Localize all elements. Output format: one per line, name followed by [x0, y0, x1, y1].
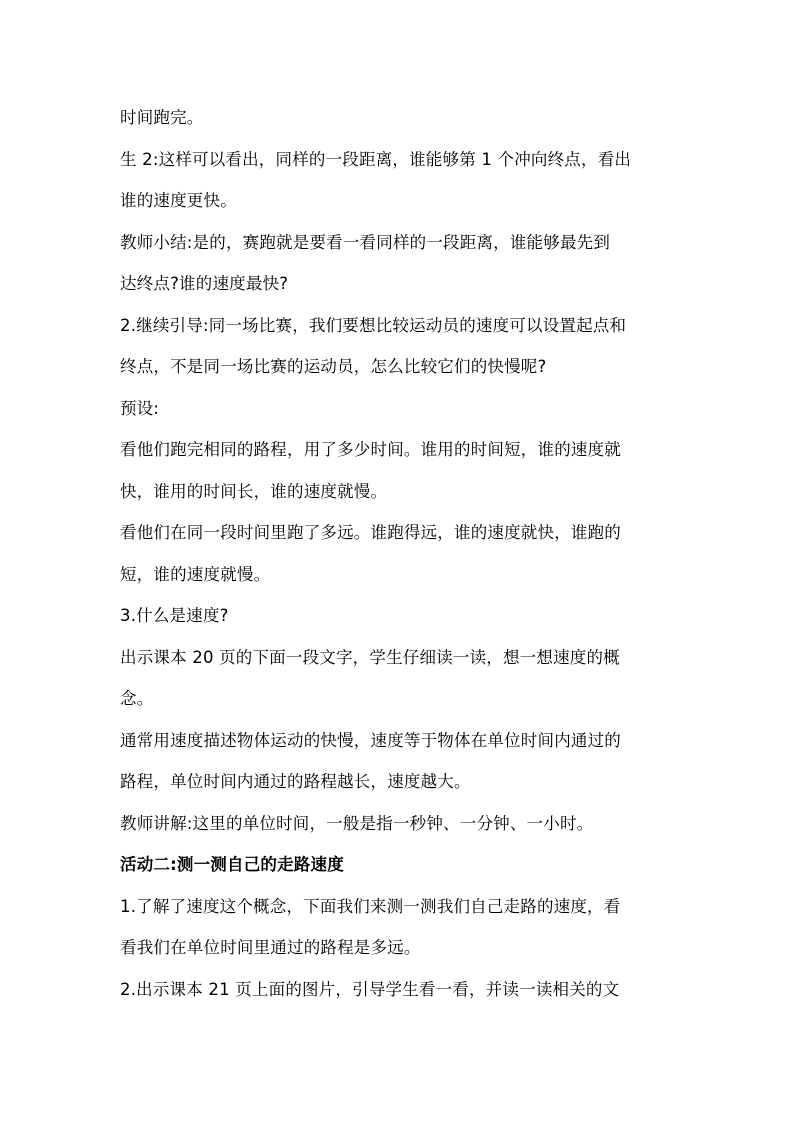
- text-line: 短，谁的速度就慢。: [120, 565, 271, 584]
- text-line: 预设:: [120, 399, 160, 418]
- text-line: 教师小结:是的，赛跑就是要看一看同样的一段距离，谁能够最先到: [120, 233, 611, 252]
- text-line: 看他们在同一段时间里跑了多远。谁跑得远，谁的速度就快，谁跑的: [120, 523, 621, 542]
- text-line: 快，谁用的时间长，谁的速度就慢。: [120, 482, 388, 501]
- text-line: 2.出示课本 21 页上面的图片，引导学生看一看，并读一读相关的文: [120, 980, 620, 999]
- text-line: 终点，不是同一场比赛的运动员，怎么比较它们的快慢呢?: [120, 357, 547, 376]
- text-line: 谁的速度更快。: [120, 191, 237, 210]
- text-line: 看我们在单位时间里通过的路程是多远。: [120, 938, 421, 957]
- text-line: 达终点?谁的速度最快?: [120, 274, 289, 293]
- text-line: 路程，单位时间内通过的路程越长，速度越大。: [120, 772, 471, 791]
- text-line: 3.什么是速度?: [120, 606, 229, 625]
- text-line: 看他们跑完相同的路程，用了多少时间。谁用的时间短，谁的速度就: [120, 440, 621, 459]
- text-line: 2.继续引导:同一场比赛，我们要想比较运动员的速度可以设置起点和: [120, 316, 627, 335]
- text-line: 教师讲解:这里的单位时间，一般是指一秒钟、一分钟、一小时。: [120, 814, 594, 833]
- text-line: 念。: [120, 689, 154, 708]
- text-line: 1.了解了速度这个概念，下面我们来测一测我们自己走路的速度，看: [120, 897, 621, 916]
- text-line: 出示课本 20 页的下面一段文字，学生仔细读一读，想一想速度的概: [120, 648, 620, 667]
- text-line: 通常用速度描述物体运动的快慢，速度等于物体在单位时间内通过的: [120, 731, 621, 750]
- text-line: 时间跑完。: [120, 108, 204, 127]
- section-heading: 活动二:测一测自己的走路速度: [120, 855, 344, 874]
- text-line: 生 2:这样可以看出，同样的一段距离，谁能够第 1 个冲向终点，看出: [120, 150, 632, 169]
